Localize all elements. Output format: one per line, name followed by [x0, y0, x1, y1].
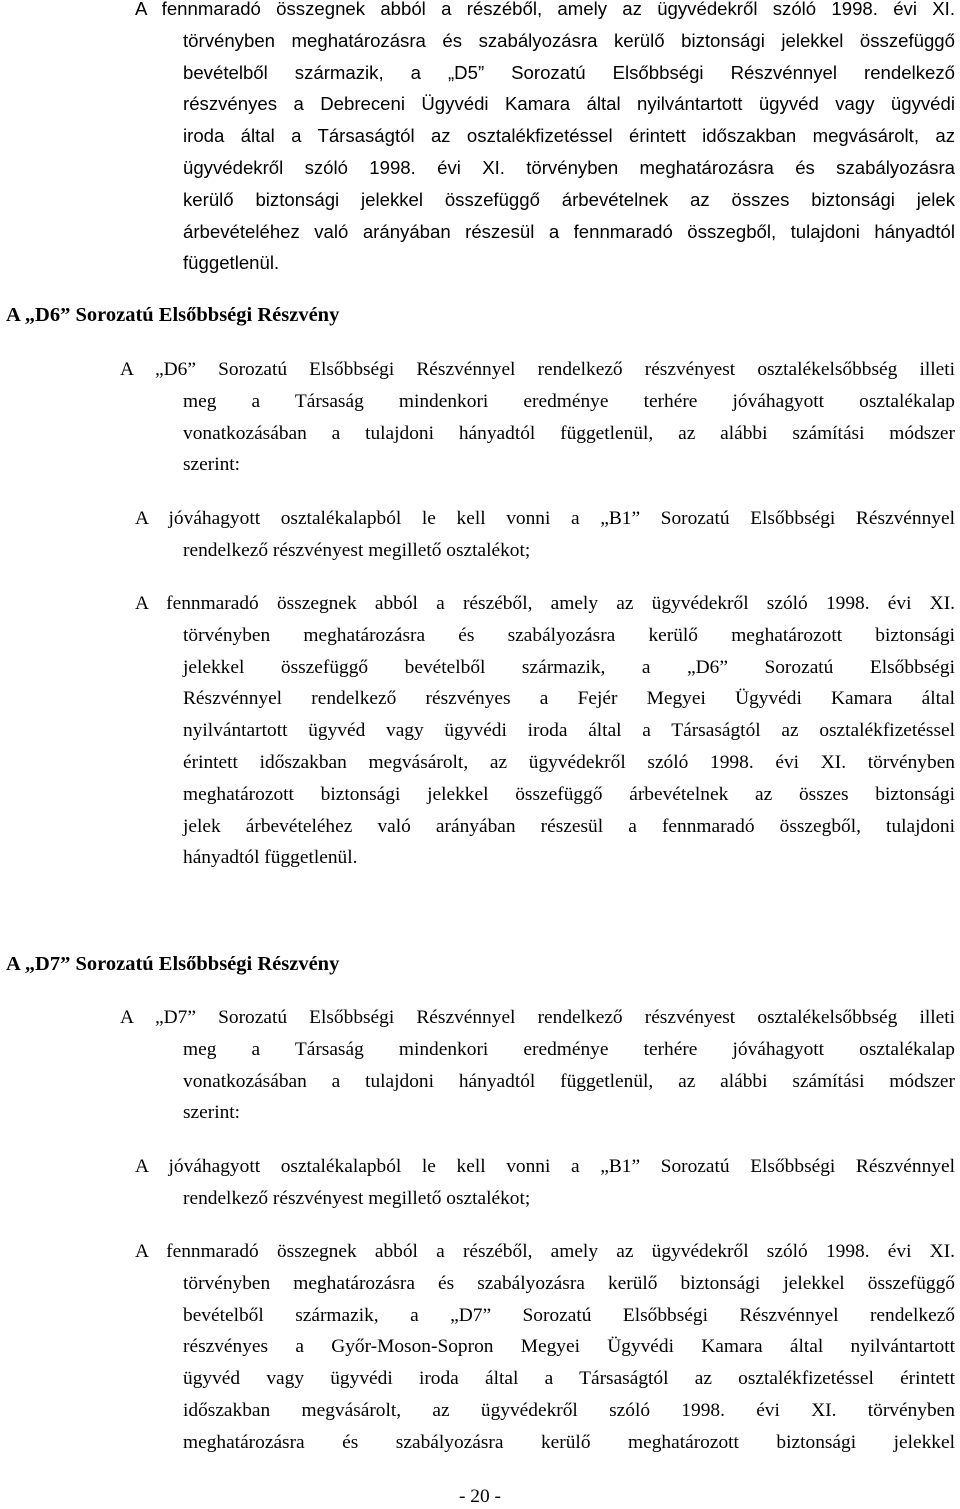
section-d6-item-2 [135, 588, 955, 874]
text-line: A fennmaradó összegnek abból a részéből, amely az ügyvédekről szóló 1998. évi XI. [135, 1241, 955, 1262]
section-d7-item-1 [135, 1151, 955, 1215]
section-d6-intro [120, 354, 955, 481]
text-line: szerint: [183, 454, 241, 476]
section-d7-intro [120, 1002, 955, 1129]
text-line: bevételből származik, a „D5” Sorozatú Elsőbbségi Részvénnyel rendelkező [183, 61, 955, 83]
text-line: ügyvéd vagy ügyvédi iroda által a Társaságtól az osztalékfizetéssel érintett [183, 1368, 955, 1390]
text-line: ügyvédekről szóló 1998. évi XI. törvényben meghatározásra és szabályozásra [183, 156, 955, 178]
text-line: nyilvántartott ügyvéd vagy ügyvédi iroda által a Társaságtól az osztalékfizetéssel [183, 720, 955, 742]
section-d6-item-1 [135, 503, 955, 567]
text-line: meghatározott biztonsági jelekkel összefüggő árbevételnek az összes biztonsági [183, 783, 955, 805]
text-line: rendelkező részvényest megillető osztalékot; [183, 539, 531, 561]
text-line: meg a Társaság mindenkori eredménye terhére jóváhagyott osztalékalap [183, 1038, 955, 1060]
text-line: részvényes a Debreceni Ügyvédi Kamara által nyilvántartott ügyvéd vagy ügyvédi [183, 93, 955, 115]
text-line: A jóváhagyott osztalékalapból le kell vonni a „B1” Sorozatú Elsőbbségi Részvénnyel [135, 1156, 955, 1177]
text-line: szerint: [183, 1102, 241, 1124]
text-line: bevételből származik, a „D7” Sorozatú Elsőbbségi Részvénnyel rendelkező [183, 1304, 955, 1326]
text-line: hányadtól függetlenül. [183, 847, 358, 869]
text-line: jelek árbevételéhez való arányában részesül a fennmaradó összegből, tulajdoni [183, 815, 955, 837]
section-heading-d7: A „D7” Sorozatú Elsőbbségi Részvény [6, 953, 340, 975]
text-line: Részvénnyel rendelkező részvényes a Fejér Megyei Ügyvédi Kamara által [183, 688, 955, 710]
text-line: törvényben meghatározásra és szabályozásra kerülő biztonsági jelekkel összefüggő [183, 29, 955, 51]
text-line: vonatkozásában a tulajdoni hányadtól függetlenül, az alábbi számítási módszer [183, 1070, 955, 1092]
text-line: törvényben meghatározásra és szabályozásra kerülő meghatározott biztonsági [183, 624, 955, 646]
section-d7-item-2 [135, 1236, 955, 1459]
text-line: A fennmaradó összegnek abból a részéből, amely az ügyvédekről szóló 1998. évi XI. [135, 0, 955, 19]
text-line: A fennmaradó összegnek abból a részéből, amely az ügyvédekről szóló 1998. évi XI. [135, 593, 955, 614]
text-line: kerülő biztonsági jelekkel összefüggő árbevételnek az összes biztonsági jelek [183, 188, 955, 210]
text-line: rendelkező részvényest megillető osztalékot; [183, 1187, 531, 1209]
continuation-paragraph [135, 0, 955, 279]
text-line: A „D6” Sorozatú Elsőbbségi Részvénnyel rendelkező részvényest osztalékelsőbbség illeti [120, 359, 955, 380]
text-line: árbevételéhez való arányában részesül a fennmaradó összegből, tulajdoni hányadtól [183, 220, 955, 242]
text-line: törvényben meghatározásra és szabályozásra kerülő biztonsági jelekkel összefüggő [183, 1272, 955, 1294]
text-line: meg a Társaság mindenkori eredménye terhére jóváhagyott osztalékalap [183, 390, 955, 412]
text-line: időszakban megvásárolt, az ügyvédekről szóló 1998. évi XI. törvényben [183, 1399, 955, 1421]
text-line: meghatározásra és szabályozásra kerülő meghatározott biztonsági jelekkel [183, 1431, 955, 1453]
text-line: függetlenül. [183, 252, 280, 274]
page-number: - 20 - [458, 1486, 501, 1507]
text-line: A „D7” Sorozatú Elsőbbségi Részvénnyel rendelkező részvényest osztalékelsőbbség illeti [120, 1007, 955, 1028]
text-line: iroda által a Társaságtól az osztalékfizetéssel érintett időszakban megvásárolt, az [183, 125, 955, 147]
text-line: részvényes a Győr-Moson-Sopron Megyei Ügyvédi Kamara által nyilvántartott [183, 1336, 955, 1358]
text-line: érintett időszakban megvásárolt, az ügyvédekről szóló 1998. évi XI. törvényben [183, 751, 955, 773]
text-line: vonatkozásában a tulajdoni hányadtól függetlenül, az alábbi számítási módszer [183, 422, 955, 444]
section-heading-d6: A „D6” Sorozatú Elsőbbségi Részvény [6, 304, 340, 326]
text-line: jelekkel összefüggő bevételből származik, a „D6” Sorozatú Elsőbbségi [183, 656, 955, 678]
text-line: A jóváhagyott osztalékalapból le kell vonni a „B1” Sorozatú Elsőbbségi Részvénnyel [135, 508, 955, 529]
